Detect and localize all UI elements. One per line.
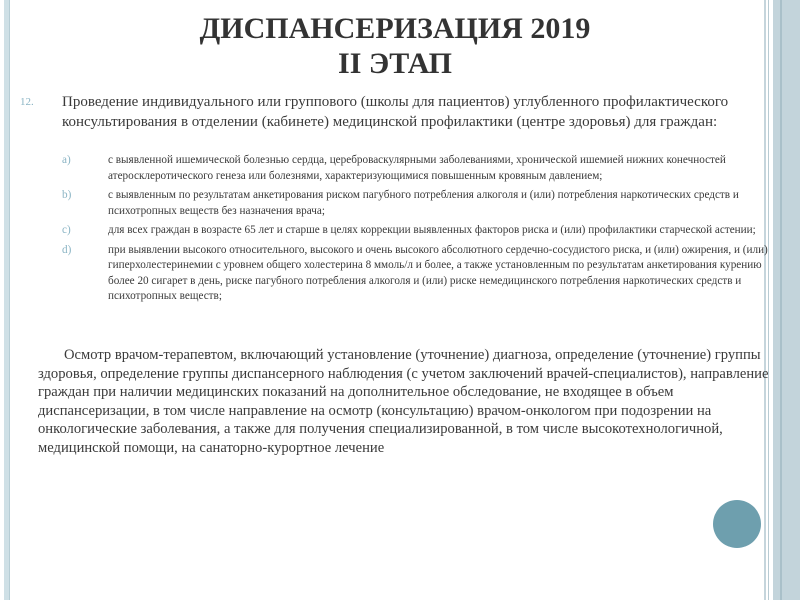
sub-marker: a) (62, 154, 71, 166)
sub-item-d (62, 243, 774, 305)
left-frame-border (4, 0, 10, 600)
sub-text: при выявлении высокого относительного, высокого и очень высокого абсолютного сердечно-сосудистого риска, и (или) ожирения, и (или) гиперхолестеринемии с уровнем общего холестерина 8 ммоль/л и более, а также установленным по результатам анкетирования курению более 20 сигарет в день, риске пагубного потребления алкоголя и (или) риске немедицинского потребления наркотических средств и психотропных веществ; (108, 243, 768, 302)
sub-marker: b) (62, 189, 72, 201)
sub-text: с выявленной ишемической болезнью сердца, цереброваскулярными заболеваниями, хронической ишемией нижних конечностей атеросклеротического генеза или болезнями, характеризующимися повышенным кровяным давлением; (108, 154, 726, 182)
sub-item-c (62, 223, 774, 239)
sub-text: для всех граждан в возрасте 65 лет и старше в целях коррекции выявленных факторов риска и (или) профилактики старческой астении; (108, 224, 756, 236)
sub-text: с выявленным по результатам анкетирования риском пагубного потребления алкоголя и (или) потребления наркотических средств и психотропных веществ без назначения врача; (108, 189, 739, 217)
body-paragraph: Осмотр врачом-терапевтом, включающий установление (уточнение) диагноза, определение (уточнение) группы здоровья, определение группы диспансерного наблюдения (с учетом заключений врачей-специалистов), направление граждан при наличии медицинских показаний на дополнительное обследование, не входящее в объем диспансеризации, в том числе направление на осмотр (консультацию) врачом-онкологом при подозрении на онкологические заболевания, а также для получения специализированной, в том числе высокотехнологичной, медицинской помощи, на санаторно-курортное лечение (38, 347, 769, 456)
sub-marker: d) (62, 243, 72, 256)
sub-list (62, 153, 774, 309)
slide-subtitle: II ЭТАП (338, 47, 452, 80)
item-number: 12. (20, 96, 34, 108)
sub-marker: c) (62, 224, 71, 236)
list-item-12 (20, 92, 760, 132)
item-text: Проведение индивидуального или группового (школы для пациентов) углубленного профилактического консультирования в отделении (кабинете) медицинской профилактики (центре здоровья) для граждан: (62, 94, 729, 130)
sub-item-b (62, 188, 774, 219)
right-frame-band (773, 0, 800, 600)
decorative-circle-icon (713, 500, 761, 548)
slide-title: ДИСПАНСЕРИЗАЦИЯ 2019 (199, 12, 591, 45)
sub-item-a (62, 153, 774, 184)
